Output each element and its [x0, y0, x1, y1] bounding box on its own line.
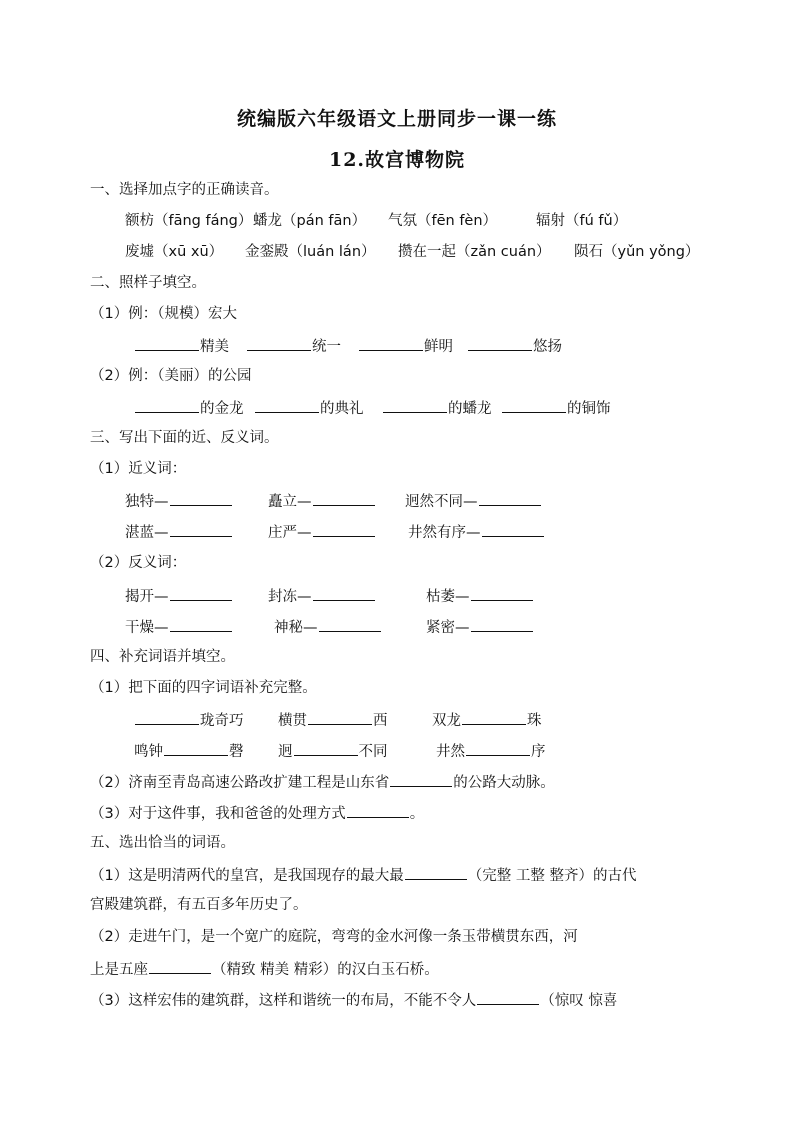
answer-blank[interactable]	[135, 335, 199, 351]
question-5-1-cont: 宫殿建筑群，有五百多年历史了。	[90, 897, 308, 913]
idiom-part: 西	[373, 713, 388, 729]
word-prompt: 独特—	[125, 494, 169, 510]
pinyin-item: 攒在一起（zǎn cuán）	[398, 244, 551, 260]
example-2: （2）例：（美丽）的公园	[90, 368, 252, 384]
answer-blank[interactable]	[468, 335, 532, 351]
answer-blank[interactable]	[247, 335, 311, 351]
section-3-heading: 三、写出下面的近、反义词。	[90, 430, 279, 446]
answer-blank[interactable]	[471, 616, 533, 632]
fill-word: 鲜明	[424, 339, 453, 355]
pinyin-item: 陨石（yǔn yǒng）	[574, 244, 700, 260]
idiom-part: 序	[531, 744, 546, 760]
answer-blank[interactable]	[477, 989, 539, 1005]
idiom-part: 双龙	[432, 713, 461, 729]
section-4-heading: 四、补充词语并填空。	[90, 649, 235, 665]
idiom-part: 迥	[278, 744, 293, 760]
idiom-part: 横贯	[278, 713, 307, 729]
worksheet-title: 统编版六年级语文上册同步一课一练	[236, 108, 557, 130]
fill-word: 悠扬	[533, 339, 562, 355]
fill-word: 的蟠龙	[448, 401, 492, 417]
word-prompt: 揭开—	[125, 589, 169, 605]
answer-blank[interactable]	[164, 740, 228, 756]
pinyin-item: 废墟（xū xū）	[125, 244, 224, 260]
question-5-2-cont	[90, 958, 710, 980]
fill-word: 的金龙	[200, 401, 244, 417]
answer-blank[interactable]	[170, 521, 232, 537]
fill-word: 精美	[200, 339, 229, 355]
answer-blank[interactable]	[479, 490, 541, 506]
answer-blank[interactable]	[466, 740, 530, 756]
word-prompt: 干燥—	[125, 620, 169, 636]
answer-blank[interactable]	[319, 616, 381, 632]
answer-blank[interactable]	[170, 585, 232, 601]
word-prompt: 封冻—	[268, 589, 312, 605]
word-prompt: 迥然不同—	[405, 494, 478, 510]
answer-blank[interactable]	[502, 397, 566, 413]
word-prompt: 湛蓝—	[125, 525, 169, 541]
answer-blank[interactable]	[405, 864, 467, 880]
pinyin-item: 蟠龙（pán fān）	[253, 213, 367, 229]
idiom-part: 不同	[358, 744, 388, 760]
answer-blank[interactable]	[149, 958, 211, 974]
word-prompt: 井然有序—	[408, 525, 481, 541]
answer-blank[interactable]	[313, 585, 375, 601]
answer-blank[interactable]	[294, 740, 358, 756]
word-prompt: 神秘—	[274, 620, 318, 636]
question-5-3	[90, 989, 710, 1011]
question-5-2: （2）走进午门，是一个宽广的庭院，弯弯的金水河像一条玉带横贯东西，河	[90, 929, 578, 945]
answer-blank[interactable]	[308, 709, 372, 725]
question-5-1	[90, 864, 710, 886]
answer-blank[interactable]	[383, 397, 447, 413]
section-5-heading: 五、选出恰当的词语。	[90, 835, 235, 851]
word-prompt: 枯萎—	[426, 589, 470, 605]
word-prompt: 紧密—	[426, 620, 470, 636]
question-4-2	[90, 771, 710, 793]
synonym-label: （1）近义词：	[90, 461, 187, 477]
idiom-part: 磬	[229, 744, 244, 760]
fill-word: 统一	[312, 339, 341, 355]
answer-blank[interactable]	[135, 397, 199, 413]
question-text: （完整 工整 整齐）的古代	[467, 868, 637, 884]
answer-blank[interactable]	[359, 335, 423, 351]
idiom-part: 鸣钟	[134, 744, 163, 760]
question-text: （精致 精美 精彩）的汉白玉石桥。	[212, 962, 439, 978]
example-1: （1）例：（规模）宏大	[90, 306, 237, 322]
question-4-3	[90, 802, 710, 824]
lesson-title: 12.故宫博物院	[328, 149, 466, 171]
idiom-part: 井然	[436, 744, 465, 760]
idiom-part: 珠	[527, 713, 542, 729]
answer-blank[interactable]	[347, 802, 409, 818]
answer-blank[interactable]	[135, 709, 199, 725]
fill-word: 的典礼	[320, 401, 364, 417]
section-1-heading: 一、选择加点字的正确读音。	[90, 182, 279, 198]
word-prompt: 矗立—	[268, 494, 312, 510]
idiom-part: 珑奇巧	[200, 713, 244, 729]
question-text: （3）这样宏伟的建筑群，这样和谐统一的布局，不能不令人	[90, 993, 477, 1009]
question-text: （1）这是明清两代的皇宫，是我国现存的最大最	[90, 868, 404, 884]
answer-blank[interactable]	[482, 521, 544, 537]
answer-blank[interactable]	[255, 397, 319, 413]
pinyin-item: 金銮殿（luán lán）	[245, 244, 376, 260]
pinyin-item: 额枋（fāng fáng）	[125, 213, 253, 229]
answer-blank[interactable]	[471, 585, 533, 601]
pinyin-item: 辐射（fú fǔ）	[536, 213, 628, 229]
question-text: （2）济南至青岛高速公路改扩建工程是山东省	[90, 775, 390, 791]
fill-word: 的铜饰	[567, 401, 611, 417]
antonym-label: （2）反义词：	[90, 555, 187, 571]
section-2-heading: 二、照样子填空。	[90, 275, 206, 291]
pinyin-item: 气氛（fēn fèn）	[388, 213, 498, 229]
question-text: （3）对于这件事，我和爸爸的处理方式	[90, 806, 346, 822]
question-text: （惊叹 惊喜	[540, 993, 618, 1009]
answer-blank[interactable]	[170, 490, 232, 506]
question-text: 的公路大动脉。	[453, 775, 555, 791]
answer-blank[interactable]	[390, 771, 452, 787]
question-text: 上是五座	[90, 962, 148, 978]
word-prompt: 庄严—	[268, 525, 312, 541]
question-text: 。	[409, 806, 425, 822]
answer-blank[interactable]	[313, 490, 375, 506]
answer-blank[interactable]	[170, 616, 232, 632]
answer-blank[interactable]	[313, 521, 375, 537]
answer-blank[interactable]	[462, 709, 526, 725]
question-4-1: （1）把下面的四字词语补充完整。	[90, 680, 317, 696]
